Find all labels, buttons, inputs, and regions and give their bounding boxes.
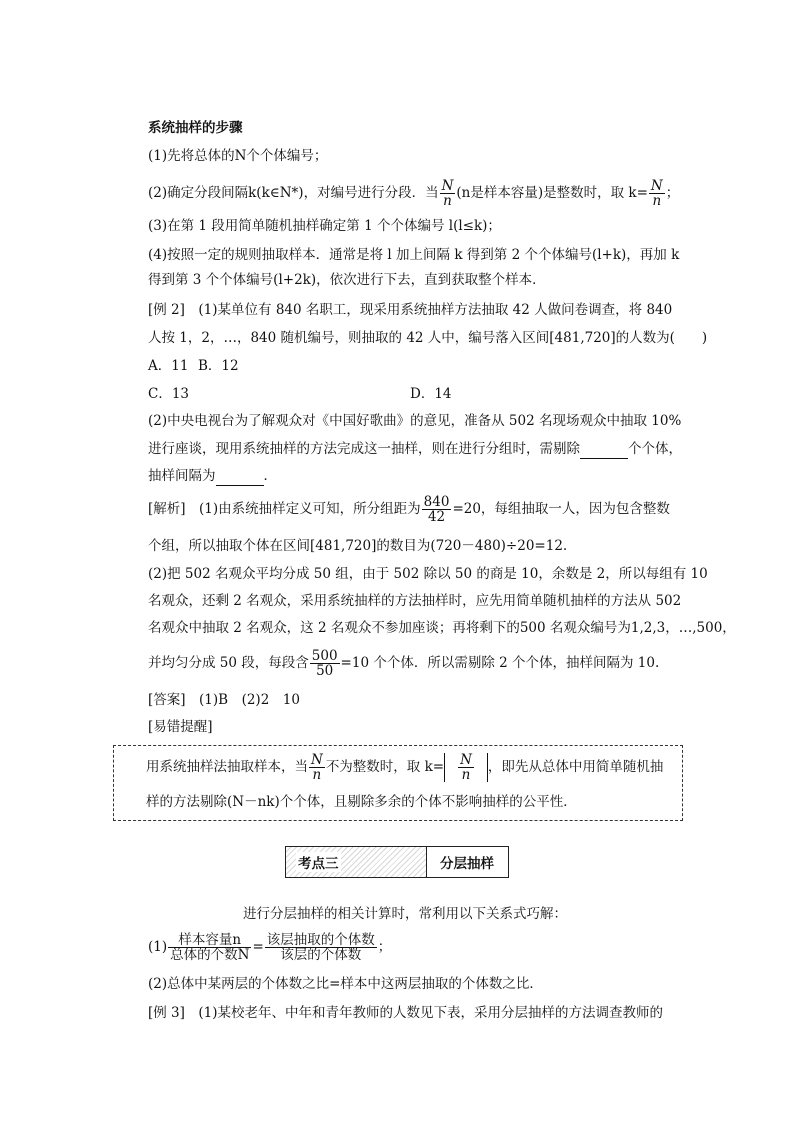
- option-a: A．11: [148, 358, 189, 374]
- step-4-line-1: (4)按照一定的规则抽取样本．通常是将 l 加上间隔 k 得到第 2 个个体编号(l+k)，再加 k: [148, 247, 680, 263]
- solution-part-1-line-2: 个组，所以抽取个体在区间[481,720]的数目为(720－480)÷20=12.: [148, 538, 568, 554]
- step-3: (3)在第 1 段用简单随机抽样确定第 1 个个体编号 l(l≤k)；: [148, 218, 501, 234]
- tip-line-1: 用系统抽样法抽取样本，当 $\frac{N}{n}$ 不为整数时，取 k= $\frac{N}{n}$ ，即先从总体中用简单随机抽: [146, 752, 664, 783]
- topic-number: 考点三: [286, 847, 427, 877]
- formula-1-right-fraction: $\frac{\text{该层抽取的个体数}}{\text{该层的个体数}}$: [266, 932, 375, 963]
- solution-part-2-line-1: (2)把 502 名观众平均分成 50 组，由于 502 除以 50 的商是 10，余数是 2，所以每组有 10: [148, 566, 708, 582]
- floor-bracket: $\frac{N}{n}$: [444, 753, 488, 782]
- step-1: (1)先将总体的N个个体编号；: [148, 148, 328, 164]
- topic-title: 分层抽样: [440, 856, 494, 872]
- error-tip-label: [易错提醒]: [148, 719, 213, 735]
- section-title: 系统抽样的步骤: [148, 120, 243, 136]
- step-2-text-b: (n是样本容量)是整数时，取 k=: [456, 185, 648, 201]
- tip-box: [113, 745, 683, 821]
- step-2: (2)确定分段间隔k(k∈N*)，对编号进行分段．当 $\frac{N}{n}$ (n是样本容量)是整数时，取 k= $\frac{N}{n}$ ；: [148, 178, 680, 209]
- example-2-q2-line-3: 抽样间隔为 ．: [148, 468, 277, 484]
- tip-n-fraction: $\frac{N}{n}$: [311, 752, 323, 783]
- solution-part-2-line-3: 名观众中抽取 2 名观众，这 2 名观众不参加座谈；再将剩下的500 名观众编号为1,2,3，…,500，: [148, 620, 736, 636]
- solution-part-1: [解析] (1)由系统抽样定义可知，所分组距为 $\frac{840}{42}$ =20，每组抽取一人，因为包含整数: [148, 494, 670, 525]
- fraction-500-50: $\frac{500}{50}$: [311, 648, 338, 679]
- solution-part-2-line-4: 并均匀分成 50 段，每段含 $\frac{500}{50}$ =10 个个体．所以需剔除 2 个个体，抽样间隔为 10.: [148, 648, 660, 679]
- example-2-q2-line-2: 进行座谈，现用系统抽样的方法完成这一抽样，则在进行分组时，需剔除 个个体，: [148, 441, 682, 457]
- answer: [答案] (1)B (2)2 10: [148, 692, 300, 708]
- step-4-line-2: 得到第 3 个个体编号(l+2k)，依次进行下去，直到获取整个样本．: [148, 272, 546, 288]
- answer-blank-1[interactable]: [580, 444, 628, 459]
- fraction-840-42: $\frac{840}{42}$: [423, 494, 450, 525]
- option-c: C．13: [148, 386, 190, 402]
- step-2-text-a: (2)确定分段间隔k(k∈N*)，对编号进行分段．当: [148, 185, 439, 201]
- example-3-line-1: [例 3] (1)某校老年、中年和青年教师的人数见下表，采用分层抽样的方法调查教师的: [148, 1005, 664, 1021]
- tip-line-2: 样的方法剔除(N－nk)个个体，且剔除多余的个体不影响抽样的公平性．: [146, 794, 577, 810]
- solution-part-2-line-2: 名观众，还剩 2 名观众，采用系统抽样的方法抽样时，应先用简单随机抽样的方法从 502: [148, 593, 682, 609]
- stratified-intro: 进行分层抽样的相关计算时，常利用以下关系式巧解：: [243, 906, 567, 922]
- k-fraction: $\frac{N}{n}$: [650, 178, 663, 209]
- option-b: B．12: [198, 358, 239, 374]
- n-over-n-fraction: $\frac{N}{n}$: [441, 178, 454, 209]
- topic-header: [285, 846, 509, 878]
- formula-1: (1) $\frac{\text{样本容量n}}{\text{总体的个数N}}$ = $\frac{\text{该层抽取的个体数}}{\text{该层的个体数}}$ ；: [148, 932, 392, 963]
- answer-blank-2[interactable]: [216, 471, 264, 486]
- option-d: D．14: [410, 386, 452, 402]
- example-2-line-1: [例 2] (1)某单位有 840 名职工，现采用系统抽样方法抽取 42 人做问卷调查，将 840: [148, 302, 673, 318]
- example-2-line-2: 人按 1，2，…，840 随机编号，则抽取的 42 人中，编号落入区间[481,720]的人数为( ): [148, 330, 708, 346]
- formula-1-left-fraction: $\frac{\text{样本容量n}}{\text{总体的个数N}}$: [170, 932, 250, 963]
- formula-2: (2)总体中某两层的个体数之比=样本中这两层抽取的个体数之比．: [148, 976, 543, 992]
- example-2-q2-line-1: (2)中央电视台为了解观众对《中国好歌曲》的意见，准备从 502 名现场观众中抽取 10%: [148, 413, 682, 429]
